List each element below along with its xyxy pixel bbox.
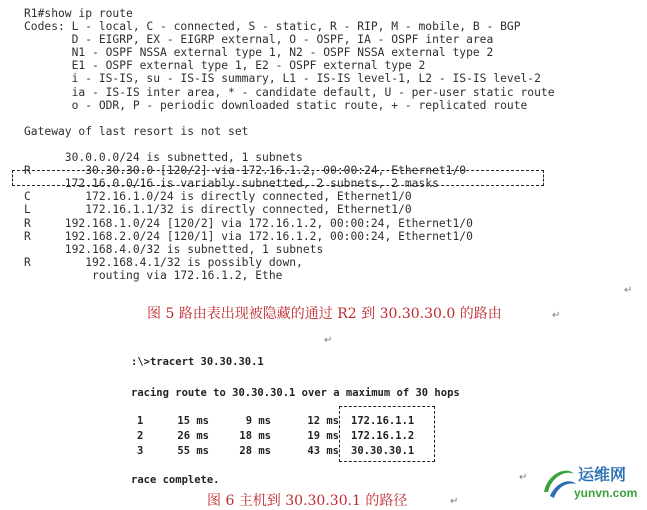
route-line: Gateway of last resort is not set	[24, 124, 249, 138]
hop-n-cell: 3	[137, 445, 144, 457]
route-line: R 192.168.4.1/32 is possibly down,	[24, 255, 303, 269]
route-line: 172.16.0.0/16 is variably subnetted, 2 subnets, 2 masks	[24, 177, 439, 191]
hop-t2-cell: 18 ms	[239, 430, 271, 442]
route-line: R 192.168.2.0/24 [120/1] via 172.16.1.2, 00:00:24, Ethernet1/0	[24, 229, 473, 243]
hop-t1-cell: 15 ms	[177, 415, 209, 427]
route-line: 192.168.4.0/32 is subnetted, 1 subnets	[24, 242, 324, 256]
tracert-footer: race complete.	[131, 474, 220, 486]
hop-n-cell: 1	[137, 415, 144, 427]
hop-t3-cell: 12 ms	[307, 415, 339, 427]
watermark-domain: yunvn.com	[574, 486, 638, 500]
hop-n-cell: 2	[137, 430, 144, 442]
route-line: D - EIGRP, EX - EIGRP external, O - OSPF, IA - OSPF inter area	[24, 33, 494, 47]
show-ip-route-output	[24, 7, 639, 282]
hop-ip-cell: 172.16.1.2	[351, 430, 415, 442]
route-line: routing via 172.16.1.2, Ethe	[24, 268, 283, 282]
route-line: i - IS-IS, su - IS-IS summary, L1 - IS-IS level-1, L2 - IS-IS level-2	[24, 72, 541, 86]
return-mark: ↵	[324, 335, 333, 346]
tracert-command: :\>tracert 30.30.30.1	[131, 356, 264, 368]
route-line: R 192.168.1.0/24 [120/2] via 172.16.1.2, 00:00:24, Ethernet1/0	[24, 216, 473, 230]
route-line: C 172.16.1.0/24 is directly connected, Ethernet1/0	[24, 190, 412, 204]
hop-t3-cell: 43 ms	[307, 445, 339, 457]
hidden-route-highlight-box	[12, 170, 544, 186]
hop-ip-cell: 30.30.30.1	[351, 445, 415, 457]
yunvn-watermark-logo	[538, 462, 644, 506]
hop-t1-cell: 26 ms	[177, 430, 209, 442]
figure-5-caption: 图 5 路由表出现被隐藏的通过 R2 到 30.30.30.0 的路由	[147, 306, 502, 322]
route-line: N1 - OSPF NSSA external type 1, N2 - OSPF NSSA external type 2	[24, 46, 494, 60]
hop-t2-cell: 9 ms	[245, 415, 271, 427]
route-line: L 172.16.1.1/32 is directly connected, Ethernet1/0	[24, 203, 412, 217]
hop-t2-cell: 28 ms	[239, 445, 271, 457]
return-mark: ↵	[624, 285, 633, 296]
route-line: 30.0.0.0/24 is subnetted, 1 subnets	[24, 151, 303, 165]
return-mark: ↵	[552, 310, 561, 321]
return-mark: ↵	[450, 496, 459, 507]
route-line	[24, 112, 639, 125]
figure-6-caption: 图 6 主机到 30.30.30.1 的路径	[207, 493, 408, 509]
hop-t3-cell: 19 ms	[307, 430, 339, 442]
route-line	[24, 138, 639, 151]
route-line: R1#show ip route	[24, 7, 133, 20]
watermark-name: 运维网	[578, 467, 627, 484]
route-line: E1 - OSPF external type 1, E2 - OSPF external type 2	[24, 59, 426, 73]
hop-t1-cell: 55 ms	[177, 445, 209, 457]
route-line: o - ODR, P - periodic downloaded static route, + - replicated route	[24, 98, 528, 112]
return-mark: ↵	[519, 472, 528, 483]
route-line: R 30.30.30.0 [120/2] via 172.16.1.2, 00:00:24, Ethernet1/0	[24, 164, 467, 178]
route-line: ia - IS-IS inter area, * - candidate default, U - per-user static route	[24, 85, 555, 99]
hop-ip-highlight-box	[339, 406, 435, 462]
hop-ip-cell: 172.16.1.1	[351, 415, 415, 427]
tracert-header: racing route to 30.30.30.1 over a maximum of 30 hops	[131, 387, 460, 399]
route-line: Codes: L - local, C - connected, S - static, R - RIP, M - mobile, B - BGP	[24, 20, 521, 34]
